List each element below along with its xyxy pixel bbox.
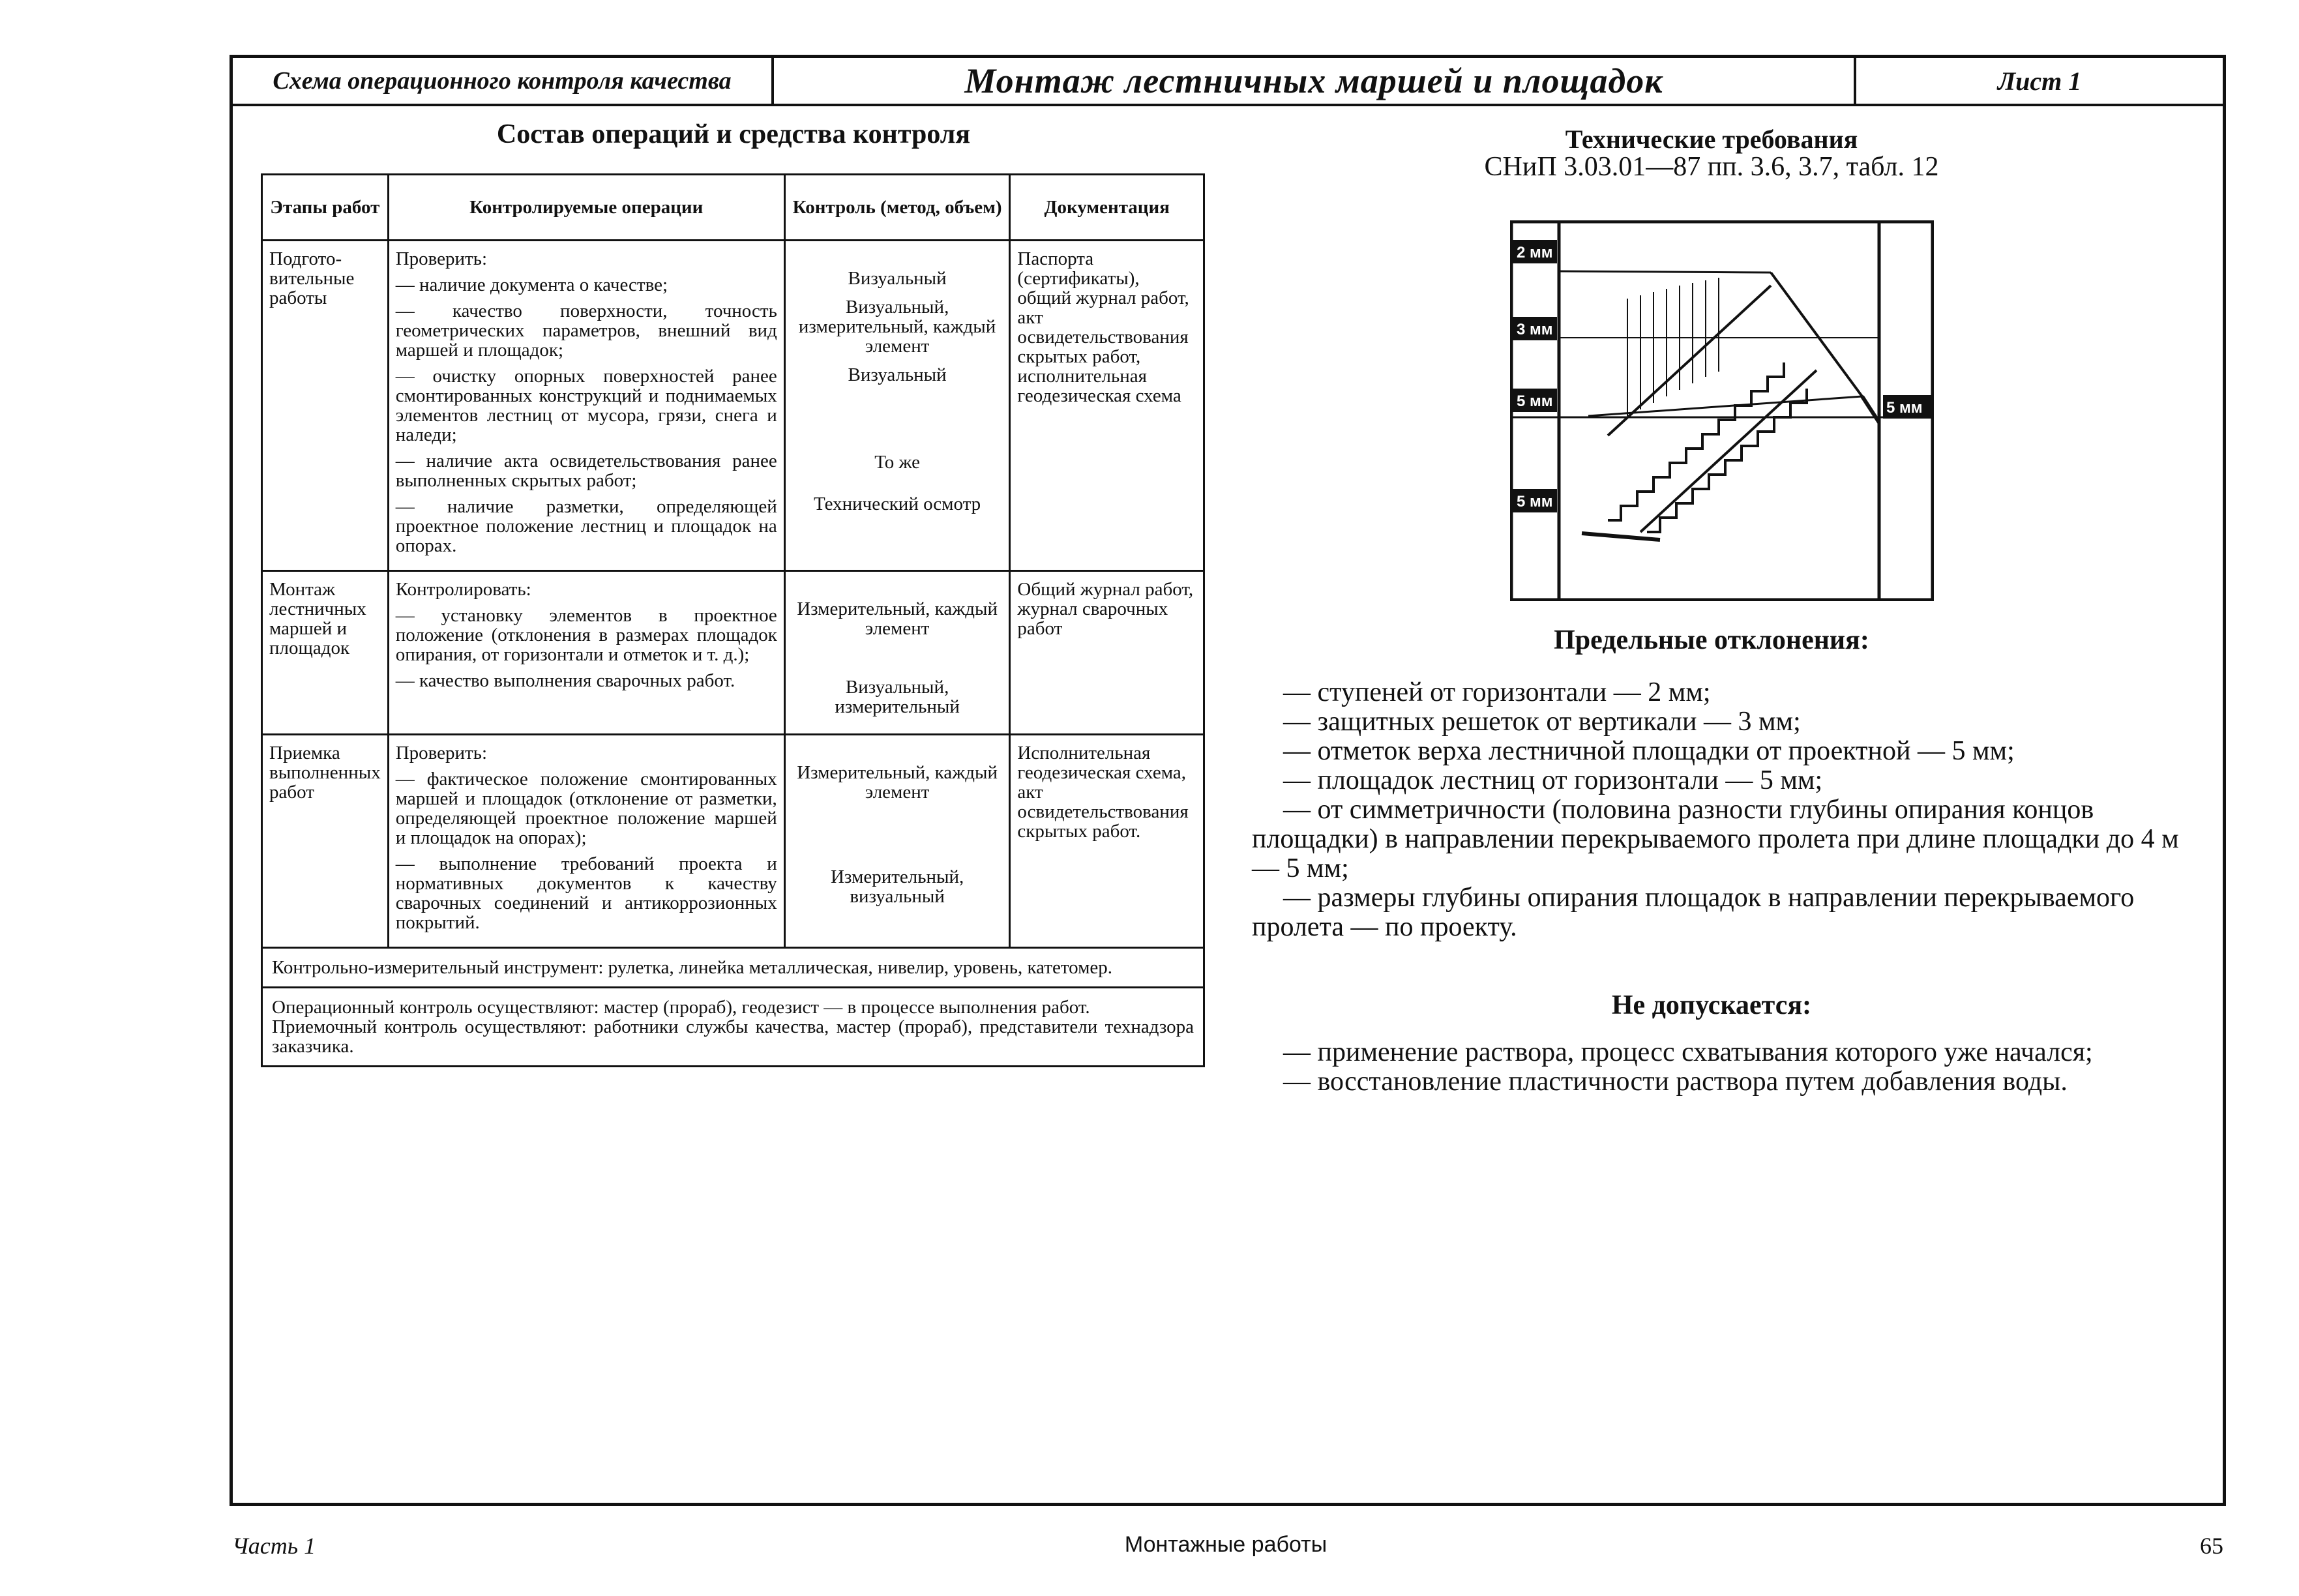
control-method: Измерительный, визуальный	[830, 866, 964, 907]
documentation-cell: Общий журнал работ, журнал сварочных работ	[1010, 571, 1204, 735]
control-method: Технический осмотр	[814, 494, 981, 514]
dim-label: 3 мм	[1517, 321, 1553, 338]
list-item: — применение раствора, процесс схватывания которого уже начался;	[1283, 1037, 2093, 1067]
table-row	[262, 571, 1204, 735]
header-scheme-title: Схема операционного контроля качества	[233, 58, 774, 104]
table-row	[262, 988, 1204, 1067]
operation-lead: Проверить:	[395, 248, 488, 269]
list-item: — защитных решеток от вертикали — 3 мм;	[1283, 707, 1801, 737]
operation-item: — наличие разметки, определяющей проектное положение лестниц и площадок на опорах.	[395, 496, 777, 556]
dim-label: 5 мм	[1517, 493, 1553, 510]
dim-label: 5 мм	[1517, 392, 1553, 410]
list-item: — размеры глубины опирания площадок в направлении перекрываемого пролета — по проекту.	[1252, 883, 2135, 942]
operation-item: — выполнение требований проекта и нормативных документов к качеству сварочных соединений и антикоррозионных покрытий.	[395, 853, 777, 933]
table-row	[262, 241, 1204, 571]
col-header-docs: Документация	[1010, 175, 1204, 241]
forbidden-list	[1252, 1038, 2197, 1097]
title-block	[233, 58, 2223, 106]
control-notes-cell	[262, 988, 1204, 1067]
table-row	[262, 948, 1204, 988]
limits-title: Предельные отклонения:	[1554, 625, 1869, 655]
operation-item: — качество поверхности, точность геометрических параметров, внешний вид маршей и площадок;	[395, 301, 777, 361]
stage-cell: Монтаж лестничных маршей и площадок	[262, 571, 389, 735]
operation-item: — установку элементов в проектное положение (отклонения в размерах площадок опирания, от горизонтали и отметок и т. д.);	[395, 605, 777, 665]
control-method: Визуальный, измерительный	[835, 677, 960, 717]
documentation-cell: Паспорта (сертификаты), общий журнал работ, акт освидетельствования скрытых работ, исполнительная геодезическая схема	[1010, 241, 1204, 571]
col-header-control: Контроль (метод, объем)	[784, 175, 1010, 241]
table-row	[262, 735, 1204, 948]
operation-item: — очистку опорных поверхностей ранее смонтированных конструкций и поднимаемых элементов лестниц от мусора, грязи, снега и наледи;	[395, 366, 777, 445]
control-method: То же	[874, 452, 921, 473]
footer-part: Часть 1	[232, 1533, 316, 1559]
operation-lead: Проверить:	[395, 743, 488, 763]
operations-cell	[388, 571, 784, 735]
list-item: — от симметричности (половина разности глубины опирания концов площадки) в направлении перекрываемого пролета при длине площадки до 4 м — 5 мм;	[1252, 795, 2179, 883]
operations-title: Состав операций и средства контроля	[496, 119, 971, 149]
control-cell	[784, 241, 1010, 571]
staircase-diagram	[1510, 220, 1934, 601]
control-cell	[784, 571, 1010, 735]
operation-item: — наличие акта освидетельствования ранее выполненных скрытых работ;	[395, 451, 777, 491]
col-header-stages: Этапы работ	[262, 175, 389, 241]
table-header-row	[262, 175, 1204, 241]
stage-cell: Подгото-вительные работы	[262, 241, 389, 571]
list-item: — площадок лестниц от горизонтали — 5 мм;	[1283, 765, 1823, 795]
tech-requirements-title: Технические требования	[1565, 125, 1858, 154]
list-item: — восстановление пластичности раствора путем добавления воды.	[1283, 1067, 2068, 1097]
operational-control-note: Операционный контроль осуществляют: мастер (прораб), геодезист — в процессе выполнения работ.	[272, 997, 1090, 1018]
control-method: Визуальный, измерительный, каждый элемент	[798, 297, 996, 357]
stage-cell: Приемка выполненных работ	[262, 735, 389, 948]
control-cell	[784, 735, 1010, 948]
operations-table	[261, 173, 1205, 1067]
tech-requirements-reference: СНиП 3.03.01—87 пп. 3.6, 3.7, табл. 12	[1484, 152, 1939, 182]
forbidden-title: Не допускается:	[1611, 990, 1812, 1020]
control-method: Визуальный	[848, 268, 947, 289]
operation-item: — наличие документа о качестве;	[395, 274, 668, 295]
page-number: 65	[2200, 1533, 2223, 1559]
control-method: Измерительный, каждый элемент	[797, 598, 998, 639]
instrument-note: Контрольно-измерительный инструмент: рулетка, линейка металлическая, нивелир, уровень, катетомер.	[262, 948, 1204, 988]
control-method: Визуальный	[848, 364, 947, 385]
col-header-operations: Контролируемые операции	[388, 175, 784, 241]
acceptance-control-note: Приемочный контроль осуществляют: работники службы качества, мастер (прораб), представители технадзора заказчика.	[272, 1016, 1194, 1057]
operations-cell	[388, 735, 784, 948]
limits-list	[1252, 678, 2197, 942]
dim-label: 2 мм	[1517, 244, 1553, 261]
footer-section: Монтажные работы	[1124, 1532, 1327, 1557]
operation-item: — качество выполнения сварочных работ.	[395, 670, 735, 691]
header-sheet-number: Лист 1	[1997, 66, 2082, 96]
operation-lead: Контролировать:	[395, 579, 531, 600]
list-item: — отметок верха лестничной площадки от проектной — 5 мм;	[1283, 736, 2015, 766]
header-main-title: Монтаж лестничных маршей и площадок	[774, 58, 1856, 104]
operation-item: — фактическое положение смонтированных маршей и площадок (отклонение от разметки, определяющей проектное положение маршей и площадок на опорах);	[395, 769, 777, 848]
dim-label: 5 мм	[1886, 399, 1923, 417]
control-method: Измерительный, каждый элемент	[797, 762, 998, 803]
list-item: — ступеней от горизонтали — 2 мм;	[1283, 677, 1711, 707]
documentation-cell: Исполнительная геодезическая схема, акт освидетельствования скрытых работ.	[1010, 735, 1204, 948]
operations-cell	[388, 241, 784, 571]
